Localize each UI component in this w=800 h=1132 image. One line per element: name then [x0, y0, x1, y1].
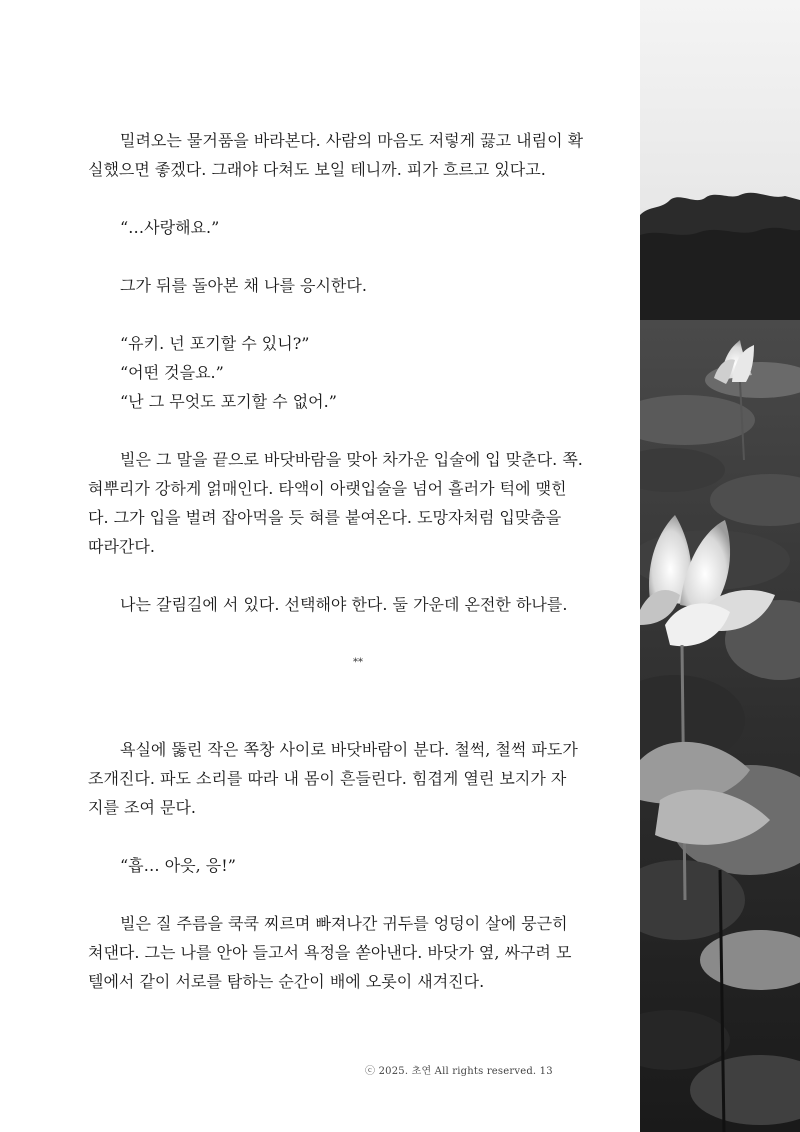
line: 밀려오는 물거품을 바라본다. 사람의 마음도 저렇게 끓고 내림이 확: [120, 131, 584, 150]
dialog-2: [88, 329, 628, 416]
lotus-painting-panel: [640, 0, 800, 1132]
line: “어떤 것을요.”: [120, 363, 224, 382]
paragraph-3: [88, 445, 628, 561]
story-text: [88, 126, 628, 996]
line: “흡… 아읏, 응!”: [120, 856, 236, 875]
copyright-footer: ⓒ 2025. 초연 All rights reserved. 13: [365, 1066, 553, 1077]
paragraph-5: [88, 735, 628, 822]
paragraph-1: [88, 126, 628, 184]
line: 나는 갈림길에 서 있다. 선택해야 한다. 둘 가운데 온전한 하나를.: [120, 595, 568, 614]
scene-divider: **: [353, 657, 363, 668]
line: 지를 조여 문다.: [88, 798, 196, 817]
paragraph-2: [88, 271, 628, 300]
dialog-1: [88, 213, 628, 242]
line: 실했으면 좋겠다. 그래야 다쳐도 보일 테니까. 피가 흐르고 있다고.: [88, 160, 546, 179]
paragraph-4: [88, 590, 628, 619]
line: 욕실에 뚫린 작은 쪽창 사이로 바닷바람이 분다. 철썩, 철썩 파도가: [120, 740, 578, 759]
line: 텔에서 같이 서로를 탐하는 순간이 배에 오롯이 새겨진다.: [88, 972, 485, 991]
line: 쳐댄다. 그는 나를 안아 들고서 욕정을 쏟아낸다. 바닷가 옆, 싸구려 모: [88, 943, 572, 962]
line: “…사랑해요.”: [120, 218, 220, 237]
line: 그가 뒤를 돌아본 채 나를 응시한다.: [120, 276, 367, 295]
line: 조개진다. 파도 소리를 따라 내 몸이 흔들린다. 힘겹게 열린 보지가 자: [88, 769, 567, 788]
lotus-illustration: [640, 0, 800, 1132]
line: “난 그 무엇도 포기할 수 없어.”: [120, 392, 337, 411]
line: 빌은 질 주름을 쿡쿡 찌르며 빠져나간 귀두를 엉덩이 살에 뭉근히: [120, 914, 568, 933]
line: 혀뿌리가 강하게 얽매인다. 타액이 아랫입술을 넘어 흘러가 턱에 맺힌: [88, 479, 567, 498]
dialog-3: [88, 851, 628, 880]
line: “유키. 넌 포기할 수 있니?”: [120, 334, 310, 353]
line: 다. 그가 입을 벌려 잡아먹을 듯 혀를 붙여온다. 도망자처럼 입맞춤을: [88, 508, 562, 527]
line: 따라간다.: [88, 537, 155, 556]
line: 빌은 그 말을 끝으로 바닷바람을 맞아 차가운 입술에 입 맞춘다. 쪽.: [120, 450, 583, 469]
paragraph-6: [88, 909, 628, 996]
